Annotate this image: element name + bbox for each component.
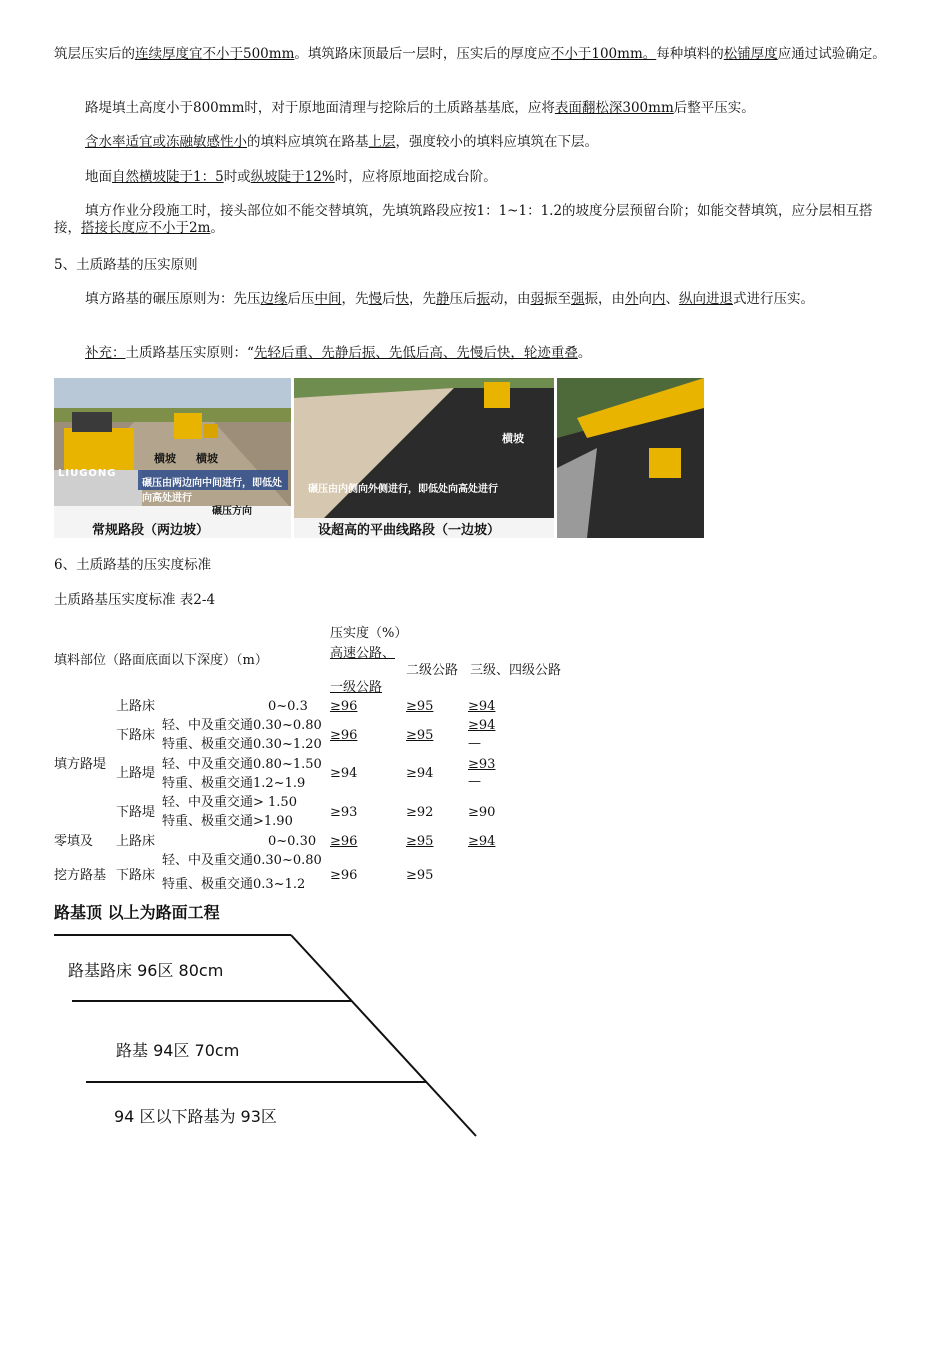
photo-superelevation-image: [294, 378, 554, 538]
text: 向: [638, 291, 652, 307]
group-label: 零填及: [54, 834, 94, 849]
header-highway-2: 一级公路: [330, 680, 383, 695]
row-depth: 轻、中及重交通> 1.50: [162, 795, 297, 810]
photo-superelevation-section: [294, 378, 554, 538]
heading-compaction-principle: 5、土质路基的压实原则: [54, 257, 198, 273]
cell-value: ≥94: [468, 718, 496, 733]
text: 应通过试验确定。: [777, 46, 886, 62]
text: 。: [577, 345, 592, 361]
diagram-layer-93: 94 区以下路基为 93区: [114, 1107, 277, 1126]
header-fill-location: 填料部位（路面底面以下深度）（m）: [54, 653, 268, 668]
cell-value: ≥95: [406, 699, 434, 714]
para-supplement: [54, 345, 896, 362]
row-label: 下路床: [116, 728, 156, 743]
group-label: 挖方路基: [54, 868, 107, 883]
row-label: 下路床: [116, 868, 156, 883]
key-term: 快: [395, 291, 409, 307]
group-label: 填方路堤: [54, 757, 107, 772]
text: 时，应将原地面挖成台阶。: [334, 169, 497, 185]
diagram-layer-96: 路基路床 96区 80cm: [68, 961, 224, 980]
cell-value: ≥96: [330, 834, 358, 849]
cell-value: ≥96: [330, 699, 358, 714]
table-caption: 土质路基压实度标准 表2-4: [54, 592, 216, 608]
key-term: 自然横坡陡于1：5: [112, 169, 224, 185]
brand-label: LIUGONG: [58, 468, 117, 479]
key-term: 强: [571, 291, 585, 307]
cell-value: ≥95: [406, 868, 434, 883]
text: 地面: [85, 169, 112, 185]
text: 后压: [287, 291, 315, 307]
photo-normal-section: [54, 378, 291, 538]
row-depth: 特重、极重交通>1.90: [162, 814, 293, 829]
para-joint-overlap: [54, 203, 896, 237]
compaction-table: [54, 622, 614, 897]
cell-value: ≥96: [330, 868, 358, 883]
para-fill-material: [54, 134, 896, 151]
slope-label: 横坡: [196, 452, 218, 465]
photo-paving-image: [557, 378, 704, 538]
text: 振，由: [584, 291, 625, 307]
subgrade-zone-diagram: [54, 900, 494, 1145]
key-term: 外: [625, 291, 639, 307]
cell-value: ≥94: [468, 834, 496, 849]
photo-caption: 常规路段（两边坡）: [92, 523, 210, 538]
para-slope-steps: [54, 169, 896, 186]
key-term: 慢: [368, 291, 382, 307]
photo-caption: 设超高的平曲线路段（一边坡）: [318, 523, 501, 538]
row-depth: 0~0.3: [268, 699, 308, 714]
cell-value: ≥95: [406, 834, 434, 849]
text: ，先: [341, 291, 369, 307]
slope-label: 横坡: [154, 452, 176, 465]
row-label: 上路床: [116, 699, 156, 714]
photo-overlay-text: 碾压由两边向中间进行，即低处向高处进行: [142, 478, 282, 504]
header-class34: 三级、四级公路: [470, 663, 562, 678]
photo-overlay-text: 碾压由内侧向外侧进行，即低处向高处进行: [308, 484, 498, 495]
row-depth: 0~0.30: [268, 834, 317, 849]
cell-value: ≥94: [406, 766, 434, 781]
text: 的填料应填筑在路基: [247, 134, 369, 150]
slope-label: 横坡: [502, 432, 524, 445]
key-term: 纵坡陡于12%: [250, 169, 335, 185]
row-depth: 轻、中及重交通0.80~1.50: [162, 757, 322, 772]
key-term: 静: [436, 291, 450, 307]
text: 每种填料的: [656, 46, 724, 62]
text: 筑层压实后的: [54, 46, 135, 62]
text: 。填筑路床顶最后一层时，压实后的厚度应: [294, 46, 551, 62]
text: 压后: [449, 291, 477, 307]
key-term: 先轻后重、先静后振、先低后高、先慢后快，轮迹重叠: [253, 345, 578, 361]
key-term: 补充：: [85, 345, 126, 361]
text: 后整平压实。: [673, 100, 755, 116]
key-term: 内: [652, 291, 666, 307]
key-term: 边缘: [260, 291, 288, 307]
header-compaction: 压实度（%）: [330, 626, 408, 641]
row-depth: 特重、极重交通1.2~1.9: [162, 776, 306, 791]
cell-value: ≥90: [468, 805, 496, 820]
key-term: 纵向进退: [679, 291, 733, 307]
row-label: 下路堤: [116, 805, 156, 820]
text: 动，由: [490, 291, 531, 307]
text: 。: [210, 220, 224, 236]
heading-compaction-standard: 6、土质路基的压实度标准: [54, 557, 212, 573]
text: 式进行压实。: [733, 291, 814, 307]
cell-value: ≥92: [406, 805, 434, 820]
cell-value: ≥95: [406, 728, 434, 743]
cell-value: ≥93: [468, 757, 496, 772]
row-depth: 特重、极重交通0.3~1.2: [162, 877, 306, 892]
key-term: 松铺厚度: [723, 46, 778, 62]
key-term: 上层: [368, 134, 396, 150]
header-class2: 二级公路: [406, 663, 459, 678]
photo-paving-site: [557, 378, 704, 538]
para-layer-thickness: [54, 46, 896, 63]
key-term: 搭接长度应不小于2m: [81, 220, 211, 236]
key-term: 中间: [314, 291, 342, 307]
text: 填方作业分段施工时，接头部位如不能交替填筑，先填筑路段应按1：1~1：1.2的坡度分层预留台阶；如能交替填筑，应分层相互搭接，: [54, 203, 873, 236]
row-depth: 轻、中及重交通0.30~0.80: [162, 853, 322, 868]
row-label: 上路床: [116, 834, 156, 849]
text: 土质路基压实原则：“: [125, 345, 254, 361]
key-term: 含水率适宜或冻融敏感性小: [85, 134, 247, 150]
key-term: 不小于100mm。: [550, 46, 657, 62]
cell-value: —: [468, 736, 481, 751]
text: 填方路基的碾压原则为：先压: [85, 291, 261, 307]
text: 后: [382, 291, 396, 307]
row-label: 上路堤: [116, 766, 156, 781]
cell-value: —: [468, 774, 481, 789]
para-base-treatment: [54, 100, 896, 117]
cell-value: ≥94: [468, 699, 496, 714]
direction-label: 碾压方向: [212, 506, 252, 517]
text: 、: [665, 291, 679, 307]
row-depth: 特重、极重交通0.30~1.20: [162, 737, 322, 752]
text: 振至: [544, 291, 571, 307]
header-highway: 高速公路、: [330, 646, 396, 661]
diagram-title: 路基顶 以上为路面工程: [54, 903, 220, 922]
key-term: 表面翻松深300mm: [554, 100, 674, 116]
text: 时或: [223, 169, 251, 185]
text: ，先: [409, 291, 436, 307]
para-rolling-principle: [54, 291, 896, 308]
key-term: 振: [476, 291, 490, 307]
key-term: 弱: [530, 291, 544, 307]
cell-value: ≥96: [330, 728, 358, 743]
text: 路堤填土高度小于800mm时，对于原地面清理与挖除后的土质路基基底，应将: [85, 100, 555, 116]
text: ，强度较小的填料应填筑在下层。: [395, 134, 598, 150]
diagram-layer-94: 路基 94区 70cm: [116, 1041, 240, 1060]
photo-strip: [54, 378, 704, 538]
key-term: 连续厚度宜不小于500mm: [135, 46, 295, 62]
cell-value: ≥94: [330, 766, 358, 781]
cell-value: ≥93: [330, 805, 358, 820]
row-depth: 轻、中及重交通0.30~0.80: [162, 718, 322, 733]
